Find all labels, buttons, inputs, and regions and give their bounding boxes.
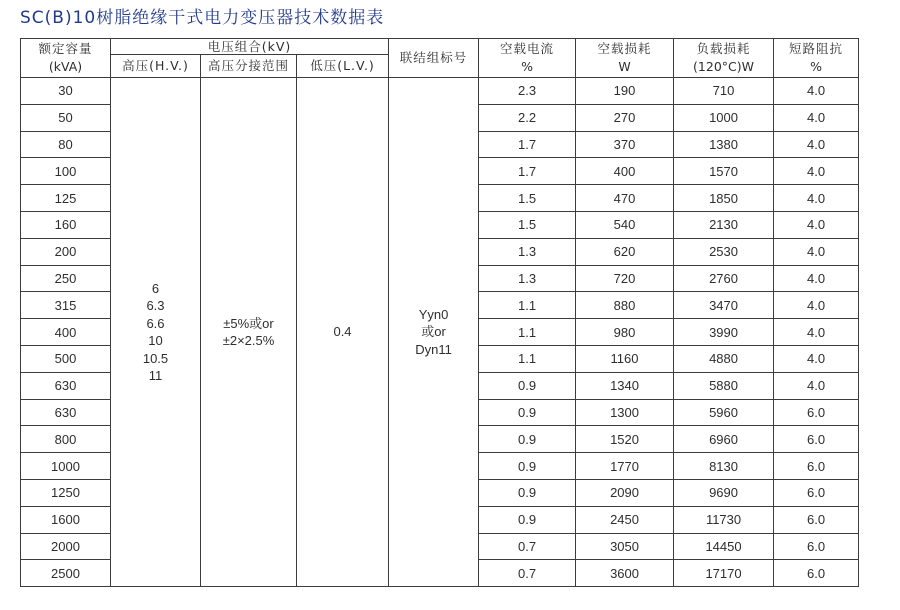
load-loss-cell: 4880 — [674, 345, 774, 372]
no-load-current-cell: 1.1 — [479, 292, 576, 319]
capacity-cell: 125 — [21, 185, 111, 212]
header-impedance-unit: % — [810, 59, 822, 74]
impedance-cell: 6.0 — [774, 399, 859, 426]
no-load-current-cell: 0.9 — [479, 479, 576, 506]
impedance-cell: 4.0 — [774, 104, 859, 131]
load-loss-cell: 1570 — [674, 158, 774, 185]
tap-range-line: ±5%或or — [223, 315, 274, 331]
impedance-cell: 6.0 — [774, 453, 859, 480]
transformer-data-table — [20, 38, 859, 587]
load-loss-cell: 5880 — [674, 372, 774, 399]
capacity-cell: 1000 — [21, 453, 111, 480]
capacity-cell: 800 — [21, 426, 111, 453]
header-load-loss — [674, 39, 774, 78]
no-load-current-cell: 0.9 — [479, 506, 576, 533]
hv-voltage-value: 11 — [148, 368, 163, 384]
impedance-cell: 6.0 — [774, 560, 859, 587]
load-loss-cell: 1380 — [674, 131, 774, 158]
header-no-load-loss-unit: W — [618, 59, 631, 74]
load-loss-cell: 3470 — [674, 292, 774, 319]
no-load-current-cell: 0.9 — [479, 399, 576, 426]
no-load-loss-cell: 470 — [576, 185, 674, 212]
impedance-cell: 4.0 — [774, 238, 859, 265]
impedance-cell: 4.0 — [774, 345, 859, 372]
load-loss-cell: 2130 — [674, 211, 774, 238]
capacity-cell: 250 — [21, 265, 111, 292]
impedance-cell: 6.0 — [774, 506, 859, 533]
no-load-current-cell: 1.1 — [479, 345, 576, 372]
load-loss-cell: 17170 — [674, 560, 774, 587]
capacity-cell: 1600 — [21, 506, 111, 533]
header-capacity-unit: (kVA) — [48, 59, 83, 74]
lv-voltage-value: 0.4 — [333, 324, 352, 340]
hv-voltage-value: 6.6 — [146, 315, 165, 331]
table-header — [21, 39, 859, 78]
impedance-cell: 6.0 — [774, 533, 859, 560]
load-loss-cell: 5960 — [674, 399, 774, 426]
load-loss-cell: 9690 — [674, 479, 774, 506]
header-no-load-current — [479, 39, 576, 78]
no-load-current-cell: 0.7 — [479, 560, 576, 587]
impedance-cell: 4.0 — [774, 265, 859, 292]
capacity-cell: 80 — [21, 131, 111, 158]
no-load-current-cell: 1.7 — [479, 158, 576, 185]
capacity-cell: 200 — [21, 238, 111, 265]
header-load-loss-unit: (120°C)W — [693, 59, 754, 74]
no-load-current-cell: 1.1 — [479, 319, 576, 346]
no-load-current-cell: 0.9 — [479, 372, 576, 399]
header-tap-range: 高压分接范围 — [201, 55, 297, 78]
tap-range-line: ±2×2.5% — [222, 333, 275, 349]
no-load-loss-cell: 720 — [576, 265, 674, 292]
capacity-cell: 400 — [21, 319, 111, 346]
load-loss-cell: 14450 — [674, 533, 774, 560]
header-no-load-loss-label: 空载损耗 — [597, 41, 652, 56]
load-loss-cell: 6960 — [674, 426, 774, 453]
no-load-loss-cell: 2090 — [576, 479, 674, 506]
no-load-current-cell: 1.5 — [479, 211, 576, 238]
no-load-loss-cell: 980 — [576, 319, 674, 346]
no-load-current-cell: 0.9 — [479, 426, 576, 453]
header-no-load-loss — [576, 39, 674, 78]
no-load-loss-cell: 1770 — [576, 453, 674, 480]
header-capacity — [21, 39, 111, 78]
no-load-loss-cell: 1300 — [576, 399, 674, 426]
header-no-load-current-label: 空载电流 — [500, 41, 555, 56]
impedance-cell: 4.0 — [774, 78, 859, 105]
no-load-loss-cell: 1160 — [576, 345, 674, 372]
header-impedance — [774, 39, 859, 78]
no-load-loss-cell: 190 — [576, 78, 674, 105]
no-load-loss-cell: 400 — [576, 158, 674, 185]
impedance-cell: 6.0 — [774, 426, 859, 453]
no-load-current-cell: 1.3 — [479, 238, 576, 265]
capacity-cell: 630 — [21, 399, 111, 426]
no-load-current-cell: 2.3 — [479, 78, 576, 105]
no-load-current-cell: 2.2 — [479, 104, 576, 131]
header-connection-group: 联结组标号 — [389, 39, 479, 78]
no-load-current-cell: 1.3 — [479, 265, 576, 292]
hv-voltage-value: 10.5 — [142, 350, 169, 366]
capacity-cell: 1250 — [21, 479, 111, 506]
no-load-current-cell: 1.7 — [479, 131, 576, 158]
no-load-current-cell: 0.7 — [479, 533, 576, 560]
hv-voltage-value: 6 — [151, 280, 160, 296]
load-loss-cell: 2530 — [674, 238, 774, 265]
no-load-loss-cell: 620 — [576, 238, 674, 265]
connection-group-line: Yyn0 — [418, 306, 449, 322]
header-lv: 低压(L.V.) — [297, 55, 389, 78]
table-body — [21, 78, 859, 587]
hv-voltage-cell — [111, 78, 201, 587]
capacity-cell: 630 — [21, 372, 111, 399]
header-voltage-group: 电压组合(kV) — [111, 39, 389, 55]
load-loss-cell: 8130 — [674, 453, 774, 480]
impedance-cell: 4.0 — [774, 158, 859, 185]
impedance-cell: 4.0 — [774, 131, 859, 158]
impedance-cell: 4.0 — [774, 319, 859, 346]
page-title: SC(B)10树脂绝缘干式电力变压器技术数据表 — [20, 8, 385, 28]
impedance-cell: 4.0 — [774, 372, 859, 399]
lv-voltage-cell — [297, 78, 389, 587]
tap-range-cell — [201, 78, 297, 587]
header-hv: 高压(H.V.) — [111, 55, 201, 78]
load-loss-cell: 1850 — [674, 185, 774, 212]
impedance-cell: 4.0 — [774, 185, 859, 212]
impedance-cell: 4.0 — [774, 292, 859, 319]
no-load-loss-cell: 540 — [576, 211, 674, 238]
load-loss-cell: 11730 — [674, 506, 774, 533]
connection-group-cell — [389, 78, 479, 587]
capacity-cell: 2500 — [21, 560, 111, 587]
connection-group-line: 或or — [421, 324, 446, 340]
capacity-cell: 2000 — [21, 533, 111, 560]
capacity-cell: 500 — [21, 345, 111, 372]
capacity-cell: 160 — [21, 211, 111, 238]
connection-group-line: Dyn11 — [415, 341, 452, 357]
no-load-loss-cell: 270 — [576, 104, 674, 131]
load-loss-cell: 1000 — [674, 104, 774, 131]
hv-voltage-value: 10 — [148, 333, 163, 349]
hv-voltage-value: 6.3 — [146, 298, 165, 314]
no-load-loss-cell: 370 — [576, 131, 674, 158]
table-row — [21, 78, 859, 105]
load-loss-cell: 3990 — [674, 319, 774, 346]
no-load-loss-cell: 3050 — [576, 533, 674, 560]
no-load-current-cell: 0.9 — [479, 453, 576, 480]
header-impedance-label: 短路阻抗 — [789, 41, 844, 56]
load-loss-cell: 2760 — [674, 265, 774, 292]
no-load-current-cell: 1.5 — [479, 185, 576, 212]
header-no-load-current-unit: % — [521, 59, 533, 74]
impedance-cell: 4.0 — [774, 211, 859, 238]
capacity-cell: 50 — [21, 104, 111, 131]
capacity-cell: 30 — [21, 78, 111, 105]
impedance-cell: 6.0 — [774, 479, 859, 506]
no-load-loss-cell: 1340 — [576, 372, 674, 399]
header-capacity-label: 额定容量 — [38, 41, 93, 56]
header-row — [21, 39, 859, 55]
no-load-loss-cell: 3600 — [576, 560, 674, 587]
load-loss-cell: 710 — [674, 78, 774, 105]
capacity-cell: 315 — [21, 292, 111, 319]
header-load-loss-label: 负载损耗 — [696, 41, 751, 56]
capacity-cell: 100 — [21, 158, 111, 185]
no-load-loss-cell: 880 — [576, 292, 674, 319]
no-load-loss-cell: 1520 — [576, 426, 674, 453]
no-load-loss-cell: 2450 — [576, 506, 674, 533]
